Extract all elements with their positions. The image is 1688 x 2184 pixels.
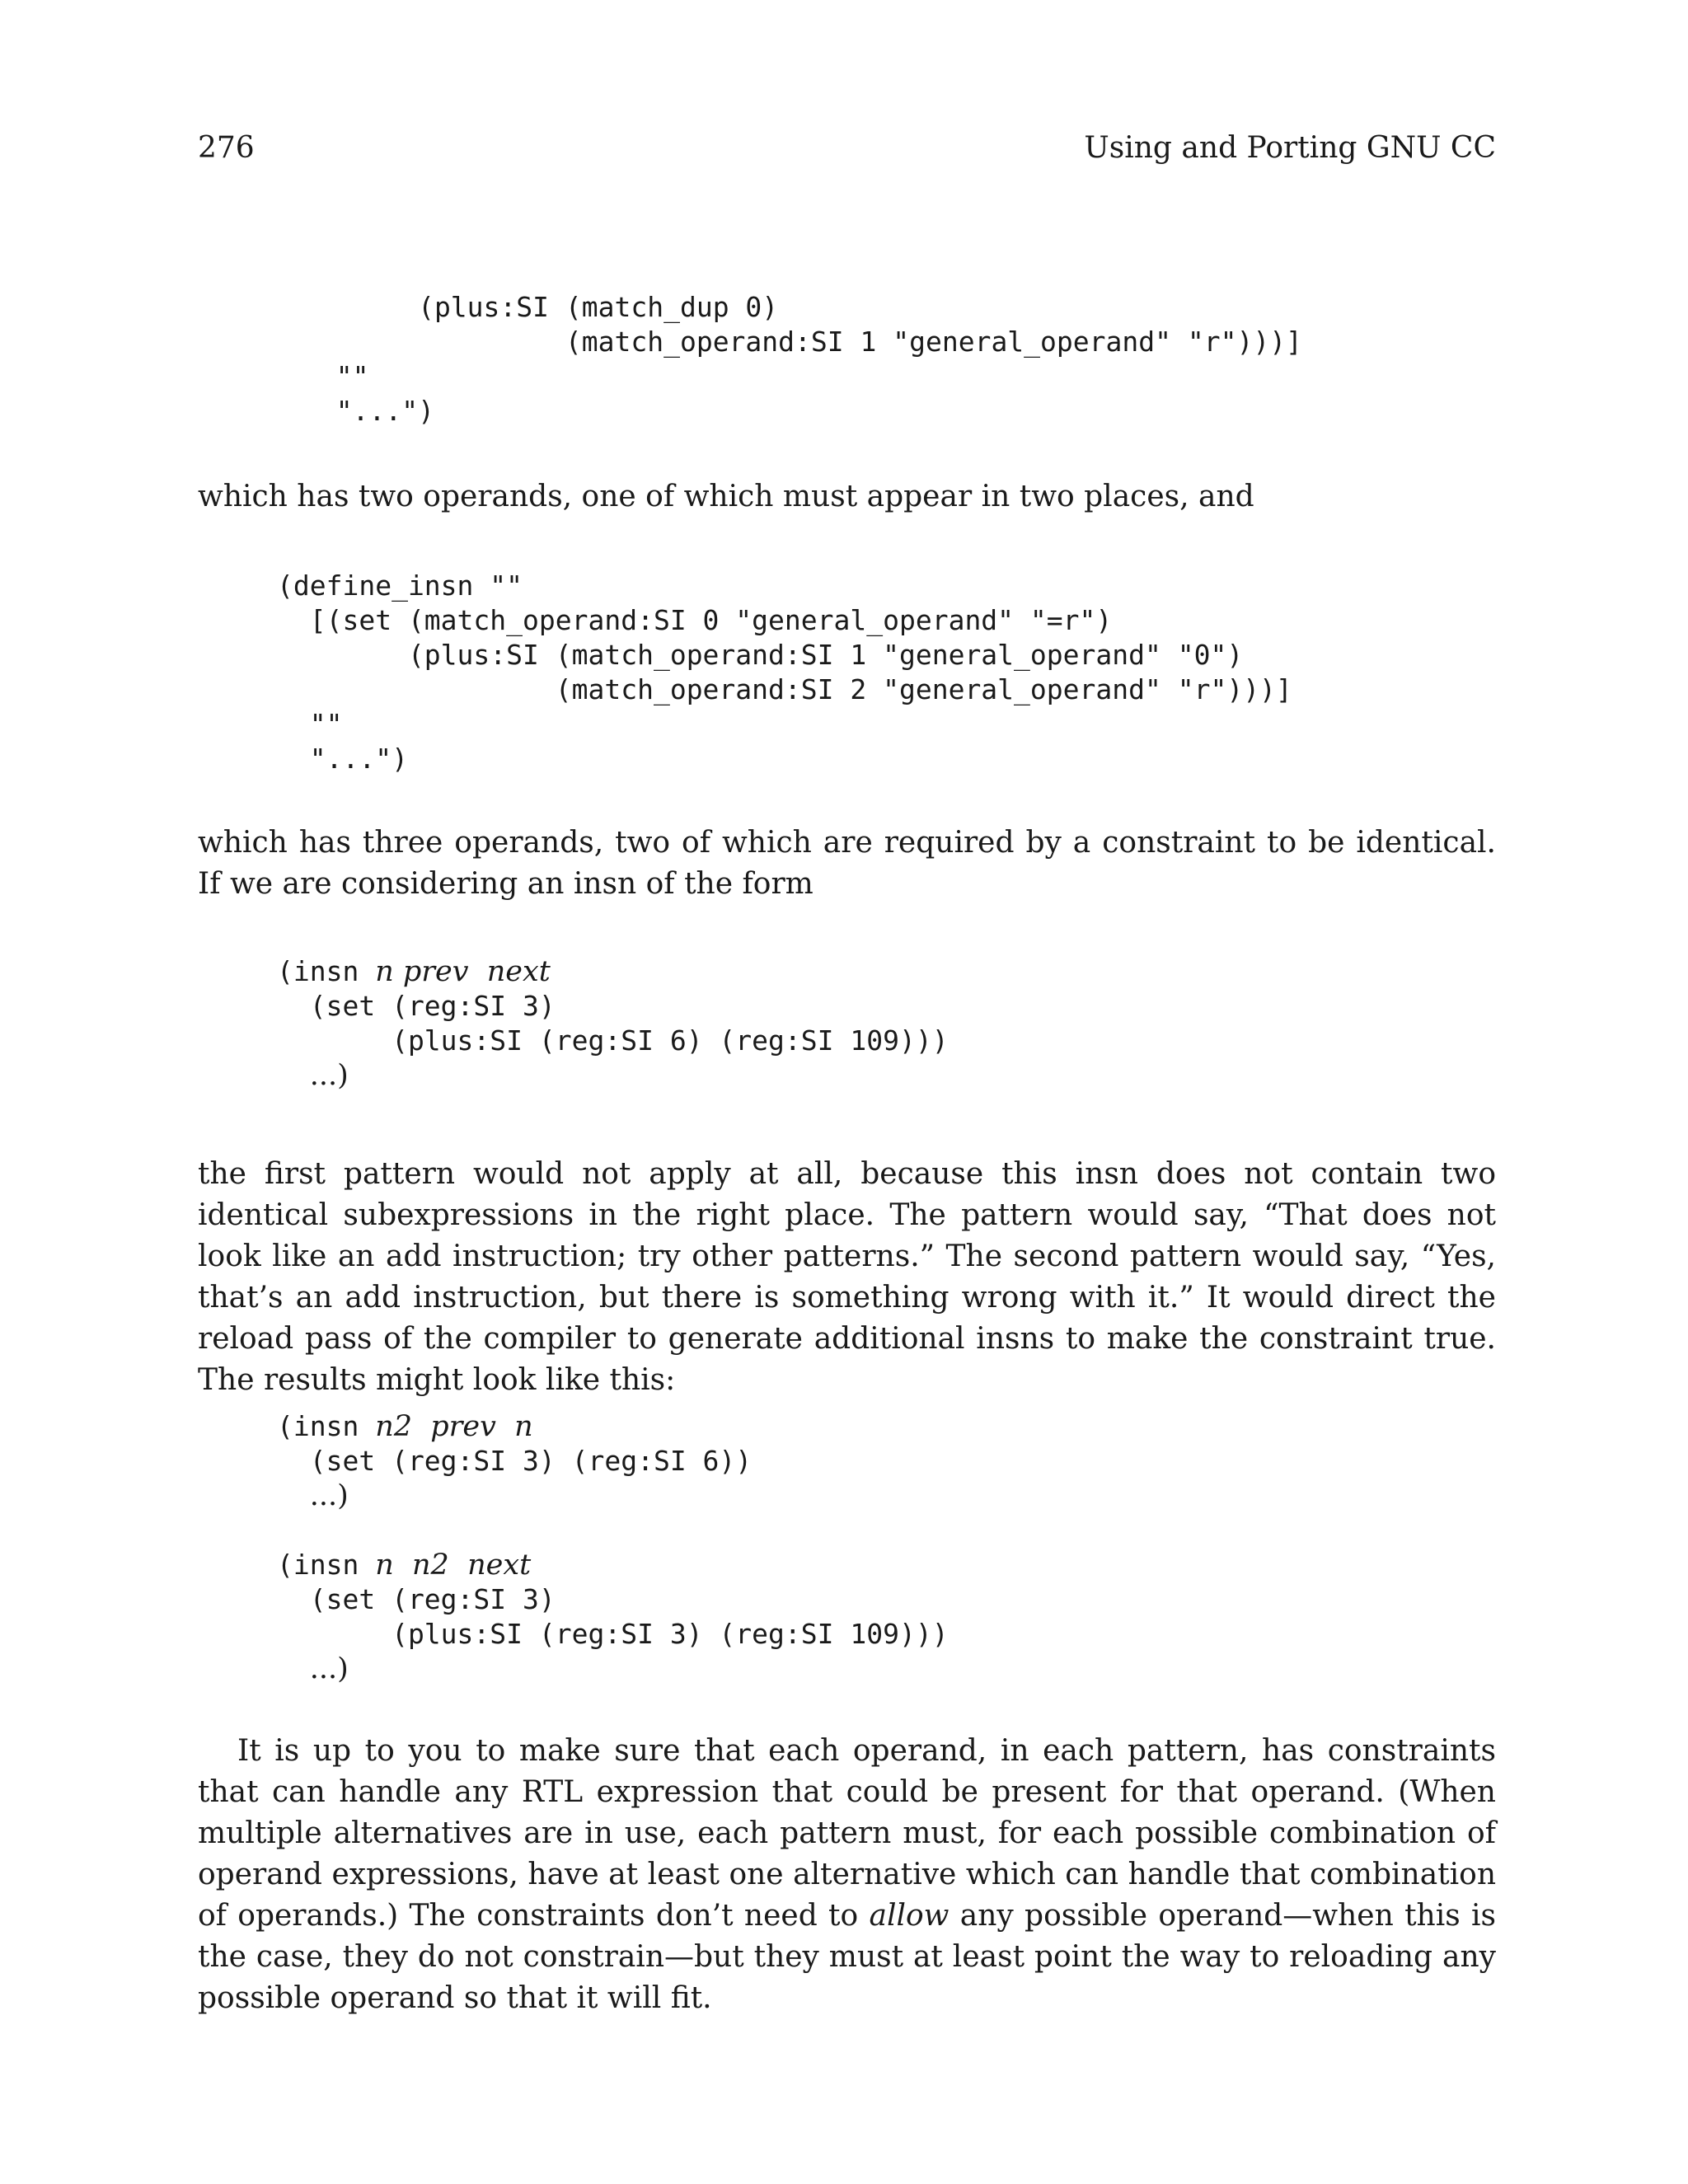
code-keyword: (insn: [277, 955, 376, 987]
code-line: (match_operand:SI 1 "general_operand" "r")))]: [303, 326, 1302, 358]
code-line: "": [303, 360, 369, 392]
code-line: (plus:SI (reg:SI 3) (reg:SI 109))): [277, 1618, 949, 1650]
paragraph-three-operands: which has three operands, two of which are required by a constraint to be identical. If we are considering an insn of the form: [198, 826, 1496, 901]
page-header: [198, 129, 1496, 168]
paragraph-two-operands: which has two operands, one of which must appear in two places, and: [198, 480, 1254, 513]
code-line: (set (reg:SI 3) (reg:SI 6)): [277, 1445, 753, 1477]
code-italic-args: n2 prev n: [375, 1410, 533, 1443]
code-indent: [277, 1059, 310, 1091]
code-line: (plus:SI (reg:SI 6) (reg:SI 109))): [277, 1024, 949, 1057]
code-ellipsis: ...): [309, 1479, 349, 1512]
code-line: (match_operand:SI 2 "general_operand" "r")))]: [277, 673, 1292, 705]
document-page: [198, 0, 1496, 2184]
code-indent: [277, 1652, 310, 1685]
code-block-4: [277, 1409, 949, 1686]
code-block-1: [303, 290, 1302, 429]
code-line: "..."): [277, 743, 408, 775]
page-number: 276: [198, 131, 255, 165]
code-line: (set (reg:SI 3): [277, 1583, 556, 1615]
code-line: [(set (match_operand:SI 0 "general_operand" "=r"): [277, 604, 1113, 636]
code-italic-args: n prev next: [375, 955, 551, 988]
code-italic-args: n n2 next: [375, 1549, 532, 1582]
code-keyword: (insn: [277, 1549, 376, 1581]
code-ellipsis: ...): [309, 1059, 349, 1092]
running-title: Using and Porting GNU CC: [1084, 131, 1496, 165]
paragraph-first-pattern: the first pattern would not apply at all, because this insn does not contain two identical subexpressions in the right place. The pattern would say, “That does not look like an add instruction; try other patterns.” The second pattern would say, “Yes, that’s an add instruction, but there is something wrong with it.” It would direct the reload pass of the compiler to generate additional insns to make the constraint true. The results might look like this:: [198, 1157, 1496, 1397]
code-line: (set (reg:SI 3): [277, 990, 556, 1022]
code-line: "": [277, 708, 343, 740]
code-keyword: (insn: [277, 1410, 376, 1442]
paragraph-text: any possible operand—when this is the case, they do not constrain—but they must at least point the way to reloading any possible operand so that it will fit.: [198, 1899, 1497, 2015]
code-ellipsis: ...): [309, 1652, 349, 1685]
code-line: (plus:SI (match_dup 0): [303, 291, 779, 323]
code-block-2: [277, 569, 1292, 776]
code-block-3: [277, 954, 949, 1093]
paragraph-text: It is up to you to make sure that each operand, in each pattern, has constraints that can handle any RTL expression that could be present for that operand. (When multiple alternatives are in use, each pattern must, for each possible combination of operand expressions, have at least one alternative which can handle that combination of operands.) The constraints don’t need to: [198, 1734, 1496, 1933]
code-line: (plus:SI (match_operand:SI 1 "general_operand" "0"): [277, 639, 1244, 671]
code-line: "..."): [303, 395, 434, 427]
paragraph-constraints: [198, 1731, 1496, 2019]
code-indent: [277, 1479, 310, 1511]
emphasis-allow: allow: [869, 1899, 950, 1933]
code-line: (define_insn "": [277, 569, 523, 602]
